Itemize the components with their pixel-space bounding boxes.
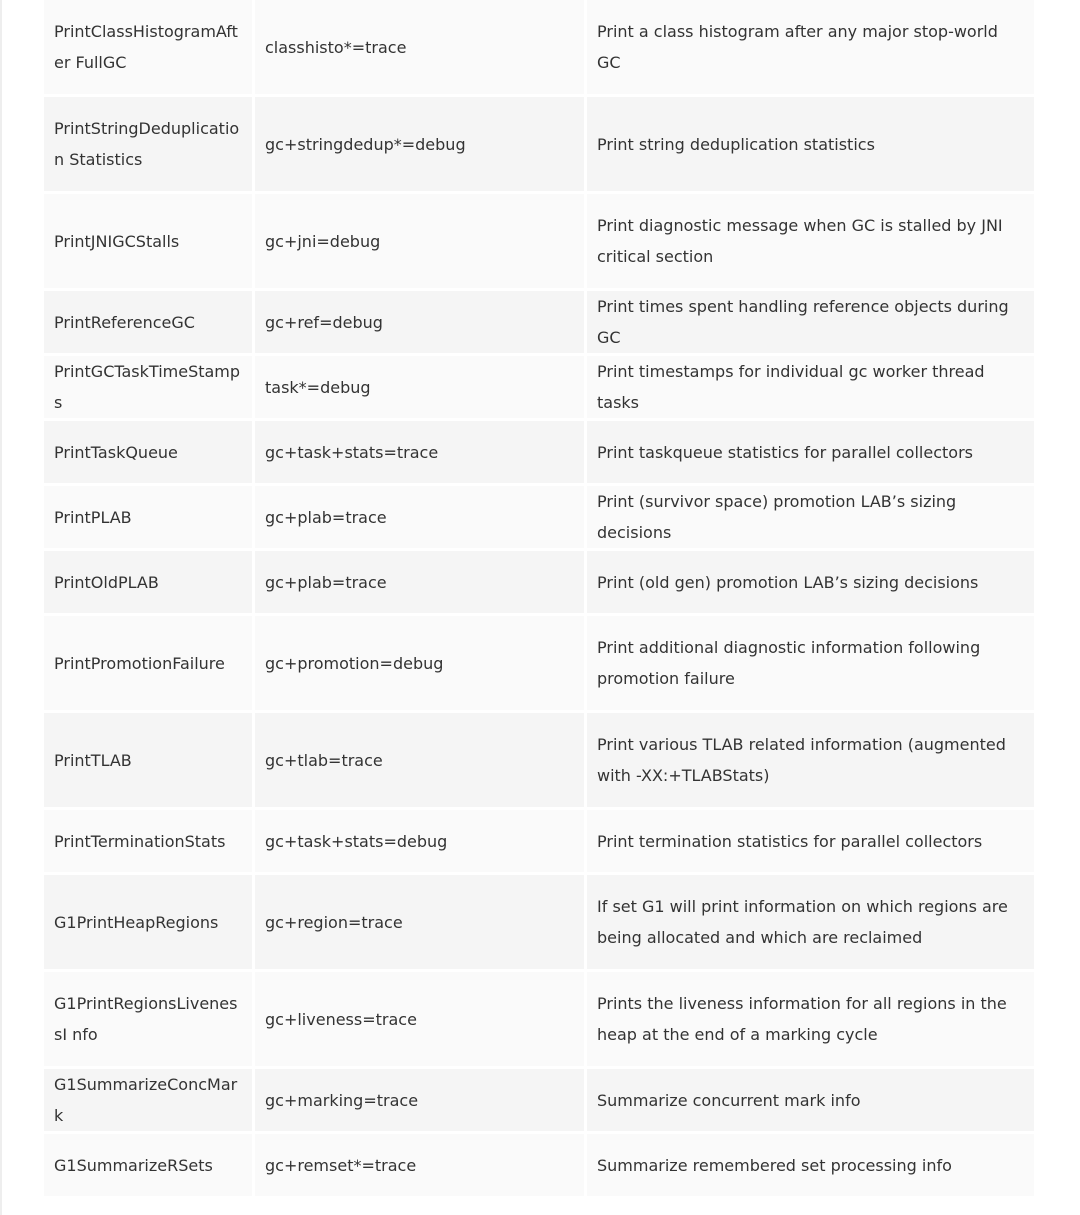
replacement-cell: gc+plab=trace bbox=[255, 486, 584, 548]
description-cell: Print (survivor space) promotion LAB’s sizing decisions bbox=[587, 486, 1034, 548]
table-row bbox=[44, 194, 1034, 288]
left-divider bbox=[0, 0, 2, 1215]
replacement-cell: gc+plab=trace bbox=[255, 551, 584, 613]
replacement-cell: task*=debug bbox=[255, 356, 584, 418]
table-row bbox=[44, 0, 1034, 94]
replacement-cell: gc+marking=trace bbox=[255, 1069, 584, 1131]
replacement-cell: gc+task+stats=debug bbox=[255, 810, 584, 872]
option-cell: PrintTerminationStats bbox=[44, 810, 252, 872]
description-cell: Print termination statistics for parallel collectors bbox=[587, 810, 1034, 872]
description-cell: Print timestamps for individual gc worker thread tasks bbox=[587, 356, 1034, 418]
table-row bbox=[44, 1069, 1034, 1131]
option-cell: G1PrintHeapRegions bbox=[44, 875, 252, 969]
description-cell: Print string deduplication statistics bbox=[587, 97, 1034, 191]
description-cell: Print a class histogram after any major stop-world GC bbox=[587, 0, 1034, 94]
table-row bbox=[44, 972, 1034, 1066]
option-cell: PrintTaskQueue bbox=[44, 421, 252, 483]
replacement-cell: gc+ref=debug bbox=[255, 291, 584, 353]
description-cell: Print taskqueue statistics for parallel collectors bbox=[587, 421, 1034, 483]
replacement-cell: gc+promotion=debug bbox=[255, 616, 584, 710]
option-cell: PrintOldPLAB bbox=[44, 551, 252, 613]
table-row bbox=[44, 616, 1034, 710]
option-cell: PrintReferenceGC bbox=[44, 291, 252, 353]
option-cell: PrintJNIGCStalls bbox=[44, 194, 252, 288]
table-row bbox=[44, 1134, 1034, 1196]
replacement-cell: gc+liveness=trace bbox=[255, 972, 584, 1066]
option-cell: PrintStringDeduplication Statistics bbox=[44, 97, 252, 191]
replacement-cell: gc+tlab=trace bbox=[255, 713, 584, 807]
description-cell: Prints the liveness information for all regions in the heap at the end of a marking cycle bbox=[587, 972, 1034, 1066]
table-row bbox=[44, 486, 1034, 548]
replacement-cell: gc+jni=debug bbox=[255, 194, 584, 288]
description-cell: Summarize concurrent mark info bbox=[587, 1069, 1034, 1131]
description-cell: Print various TLAB related information (augmented with -XX:+TLABStats) bbox=[587, 713, 1034, 807]
table-row bbox=[44, 713, 1034, 807]
description-cell: If set G1 will print information on which regions are being allocated and which are reclaimed bbox=[587, 875, 1034, 969]
description-cell: Print times spent handling reference objects during GC bbox=[587, 291, 1034, 353]
option-cell: PrintClassHistogramAfter FullGC bbox=[44, 0, 252, 94]
description-cell: Print diagnostic message when GC is stalled by JNI critical section bbox=[587, 194, 1034, 288]
option-cell: G1PrintRegionsLivenessI nfo bbox=[44, 972, 252, 1066]
description-cell: Print additional diagnostic information following promotion failure bbox=[587, 616, 1034, 710]
description-cell: Print (old gen) promotion LAB’s sizing decisions bbox=[587, 551, 1034, 613]
table-row bbox=[44, 421, 1034, 483]
option-cell: PrintPLAB bbox=[44, 486, 252, 548]
table-row bbox=[44, 810, 1034, 872]
table-row bbox=[44, 356, 1034, 418]
replacement-cell: gc+region=trace bbox=[255, 875, 584, 969]
table-row bbox=[44, 875, 1034, 969]
replacement-cell: gc+stringdedup*=debug bbox=[255, 97, 584, 191]
table-row bbox=[44, 97, 1034, 191]
option-cell: G1SummarizeRSets bbox=[44, 1134, 252, 1196]
replacement-cell: classhisto*=trace bbox=[255, 0, 584, 94]
description-cell: Summarize remembered set processing info bbox=[587, 1134, 1034, 1196]
table-row bbox=[44, 551, 1034, 613]
replacement-cell: gc+task+stats=trace bbox=[255, 421, 584, 483]
replacement-cell: gc+remset*=trace bbox=[255, 1134, 584, 1196]
table-row bbox=[44, 291, 1034, 353]
gc-logging-options-table bbox=[41, 0, 1037, 1199]
option-cell: PrintPromotionFailure bbox=[44, 616, 252, 710]
option-cell: G1SummarizeConcMark bbox=[44, 1069, 252, 1131]
option-cell: PrintGCTaskTimeStamps bbox=[44, 356, 252, 418]
option-cell: PrintTLAB bbox=[44, 713, 252, 807]
